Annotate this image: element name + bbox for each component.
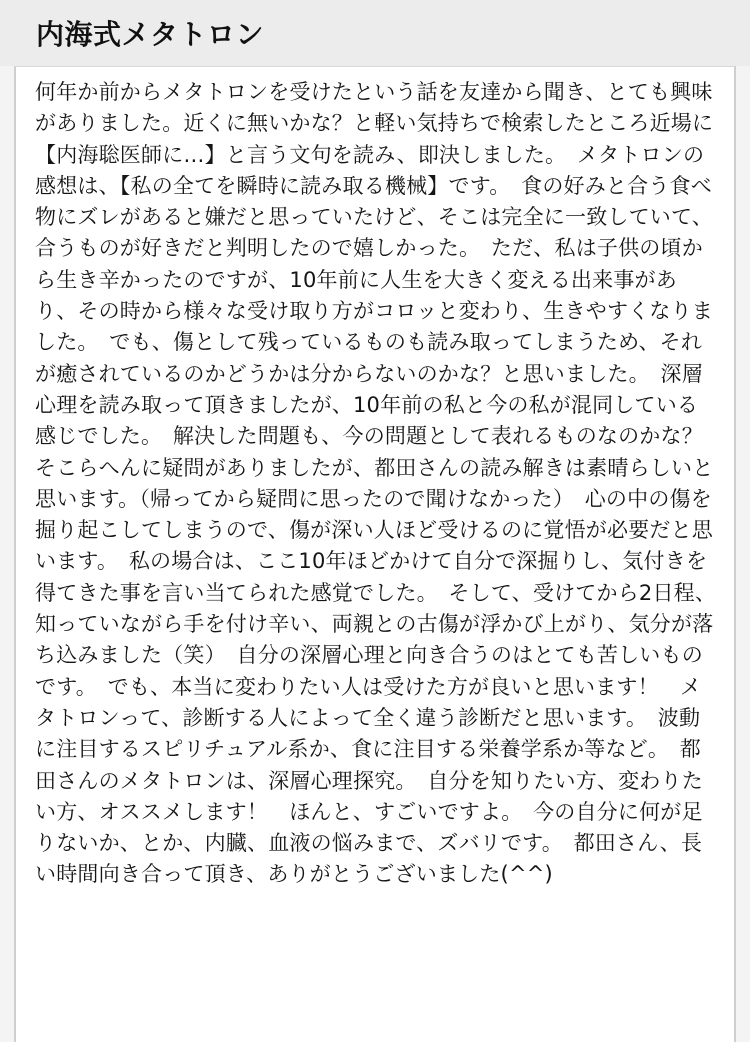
- page-header: [0, 0, 750, 66]
- page-title: 内海式メタトロン: [36, 18, 265, 51]
- review-body: 何年か前からメタトロンを受けたという話を友達から聞き、とても興味がありました。近くに無いかな？と軽い気持ちで検索したところ近場に【内海聡医師に…】と言う文句を読み、即決しました。 メタトロンの感想は、【私の全てを瞬時に読み取る機械】です。 食の好みと合う食べ物にズレがあると嫌だと思っていたけど、そこは完全に一致していて、合うものが好きだと判明したので嬉しかった。 ただ、私は子供の頃から生き辛かったのですが、10年前に人生を大きく変える出来事があり、その時から様々な受け取り方がコロッと変わり、生きやすくなりました。 でも、傷として残っているものも読み取ってしまうため、それが癒されているのかどうかは分からないのかな？と思いました。 深層心理を読み取って頂きましたが、10年前の私と今の私が混同している感じでした。 解決した問題も、今の問題として表れるものなのかな？ そこらへんに疑問がありましたが、都田さんの読み解きは素晴らしいと思います。（帰ってから疑問に思ったので聞けなかった） 心の中の傷を掘り起こしてしまうので、傷が深い人ほど受けるのに覚悟が必要だと思います。 私の場合は、ここ10年ほどかけて自分で深掘りし、気付きを得てきた事を言い当てられた感覚でした。 そして、受けてから2日程、知っていながら手を付け辛い、両親との古傷が浮かび上がり、気分が落ち込みました（笑） 自分の深層心理と向き合うのはとても苦しいものです。 でも、本当に変わりたい人は受けた方が良いと思います！ メタトロンって、診断する人によって全く違う診断だと思います。 波動に注目するスピリチュアル系か、食に注目する栄養学系か等など。 都田さんのメタトロンは、深層心理探究。 自分を知りたい方、変わりたい方、オススメします！ ほんと、すごいですよ。 今の自分に何が足りないか、とか、内臓、血液の悩みまで、ズバリです。 都田さん、長い時間向き合って頂き、ありがとうございました(^^): [35, 80, 725, 887]
- review-card: [14, 66, 736, 1042]
